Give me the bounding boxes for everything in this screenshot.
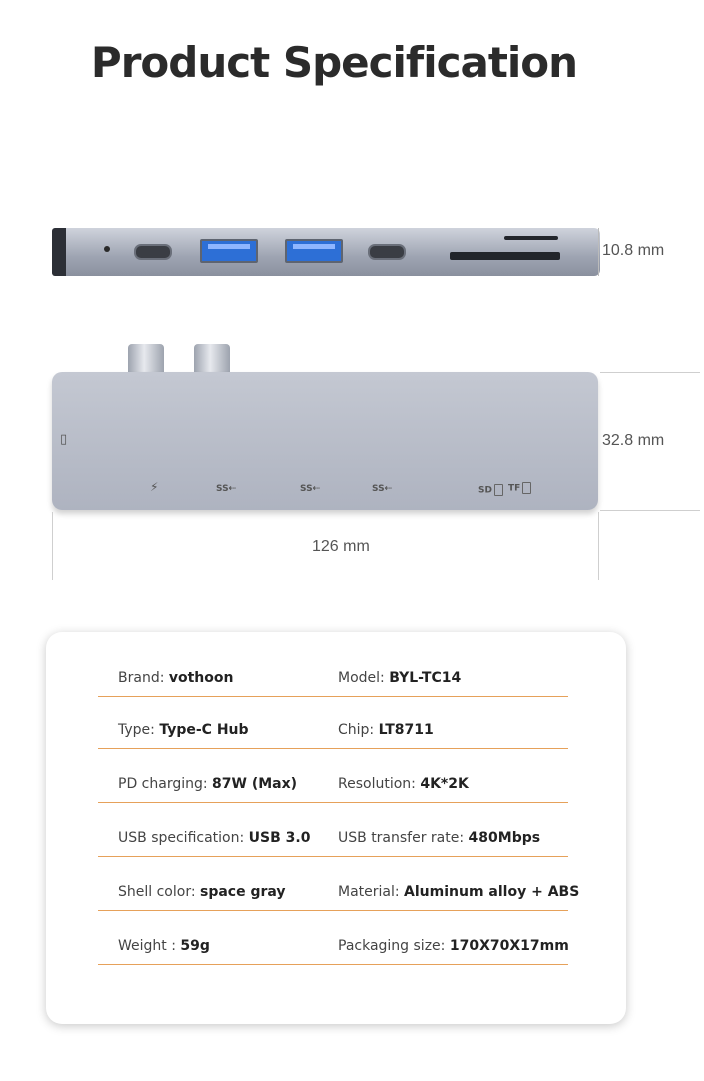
spec-usb-specification: USB specification: USB 3.0 — [118, 830, 311, 846]
spec-usb-transfer-rate: USB transfer rate: 480Mbps — [338, 830, 541, 846]
hdmi-icon: ▯ — [60, 432, 68, 447]
spec-row — [98, 880, 580, 911]
usb-a-port-1 — [200, 239, 258, 263]
spec-model: Model: BYL-TC14 — [338, 670, 462, 686]
hub-side-view — [52, 228, 600, 276]
tf-slot-icon: TF — [508, 482, 531, 494]
usb-superspeed-icon: SS⇠ — [300, 484, 321, 494]
height-dimension-line — [598, 228, 599, 276]
sd-slot-icon: SD — [478, 484, 503, 496]
sd-card-slot — [450, 252, 560, 260]
usb-a-port-2 — [285, 239, 343, 263]
length-dimension-line-left — [52, 512, 53, 580]
spec-weight: Weight : 59g — [118, 938, 210, 954]
spec-type: Type: Type-C Hub — [118, 722, 249, 738]
spec-packaging-size: Packaging size: 170X70X17mm — [338, 938, 569, 954]
pd-charging-icon: ⚡ — [150, 480, 159, 494]
spec-row — [98, 666, 568, 697]
length-dimension: 126 mm — [312, 538, 370, 555]
usb-c-port-2 — [368, 244, 406, 260]
width-dimension-line-top — [600, 372, 700, 373]
page-title: Product Specification — [90, 38, 578, 87]
spec-chip: Chip: LT8711 — [338, 722, 434, 738]
width-dimension-line-bottom — [600, 510, 700, 511]
usb-superspeed-icon: SS⇠ — [216, 484, 237, 494]
usb-superspeed-icon: SS⇠ — [372, 484, 393, 494]
length-dimension-line-right — [598, 512, 599, 580]
spec-row — [98, 934, 568, 965]
spec-material: Material: Aluminum alloy + ABS — [338, 884, 580, 900]
usb-c-port-1 — [134, 244, 172, 260]
hub-top-view — [52, 372, 598, 510]
height-dimension: 10.8 mm — [602, 242, 665, 259]
usb-c-plug-1 — [128, 344, 164, 374]
spec-resolution: Resolution: 4K*2K — [338, 776, 469, 792]
spec-pd-charging: PD charging: 87W (Max) — [118, 776, 298, 792]
usb-c-plug-2 — [194, 344, 230, 374]
width-dimension: 32.8 mm — [602, 432, 665, 449]
hub-end-cap — [52, 228, 66, 276]
led-indicator — [104, 246, 110, 252]
spec-shell-color: Shell color: space gray — [118, 884, 286, 900]
spec-brand: Brand: vothoon — [118, 670, 234, 686]
spec-card — [46, 632, 626, 1024]
spec-row — [98, 826, 568, 857]
spec-row — [98, 772, 568, 803]
tf-card-slot — [504, 236, 558, 240]
spec-row — [98, 718, 568, 749]
